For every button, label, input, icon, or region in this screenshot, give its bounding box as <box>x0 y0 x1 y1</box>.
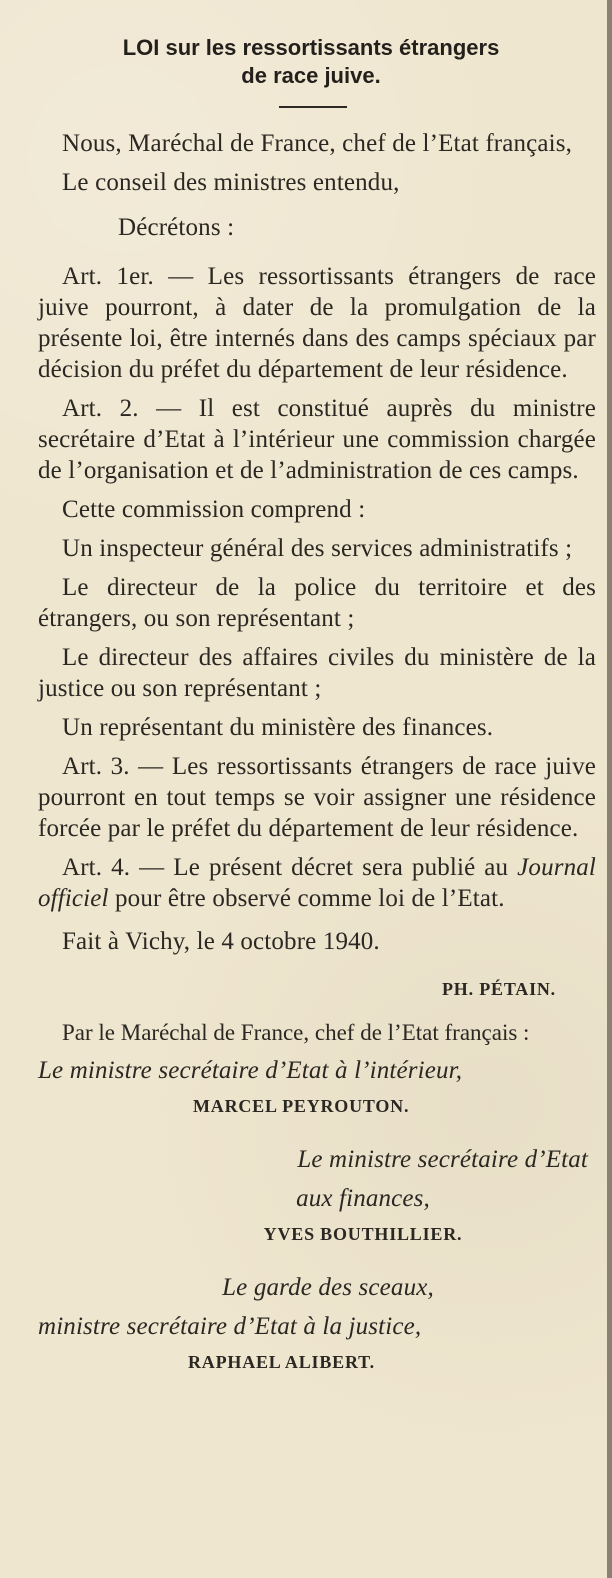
commission-member-3: Le directeur des affaires civiles du ministère de la justice ou son représentant ; <box>38 644 596 702</box>
interior-signature-block <box>38 1055 596 1118</box>
preamble-paragraph: Nous, Maréchal de France, chef de l’Etat français, <box>62 130 573 157</box>
date-line: Fait à Vichy, le 4 octobre 1940. <box>62 928 380 955</box>
interior-minister-title: Le ministre secrétaire d’Etat à l’intérieur, <box>38 1057 463 1084</box>
finance-minister-title-line-2: aux finances, <box>296 1185 430 1212</box>
decree-heading: Décrétons : <box>118 214 235 241</box>
by-marshal-line: Par le Maréchal de France, chef de l’Etat français : <box>62 1020 530 1045</box>
journal-officiel-italic: Journal officiel <box>38 854 596 912</box>
title-line-1: LOI sur les ressortissants étrangers <box>122 35 500 60</box>
finance-signature-block <box>38 1144 596 1246</box>
article-4-text-start: Art. 4. — Le présent décret sera publié au <box>62 854 518 881</box>
commission-member-4: Un représentant du ministère des finances. <box>62 714 494 741</box>
page-edge-shadow <box>607 0 612 1578</box>
commission-intro: Cette commission comprend : <box>62 496 366 523</box>
document-title <box>38 34 584 90</box>
justice-minister-title-line-1: Le garde des sceaux, <box>222 1274 434 1301</box>
interior-minister-name: MARCEL PEYROUTON. <box>193 1096 410 1116</box>
finance-minister-name: YVES BOUTHILLIER. <box>263 1224 463 1244</box>
article-4-text-end: pour être observé comme loi de l’Etat. <box>108 885 505 912</box>
article-4 <box>38 852 596 914</box>
justice-minister-name: RAPHAEL ALIBERT. <box>188 1352 375 1372</box>
finance-minister-title-line-1: Le ministre secrétaire d’Etat <box>297 1146 588 1173</box>
title-line-2: de race juive. <box>241 63 381 88</box>
article-1: Art. 1er. — Les ressortissants étrangers de race juive pourront, à dater de la promulgation de la présente loi, être internés dans des camps spéciaux par décision du préfet du département de leur résidence. <box>38 263 596 383</box>
petain-signature: PH. PÉTAIN. <box>442 979 556 999</box>
article-2: Art. 2. — Il est constitué auprès du ministre secrétaire d’Etat à l’intérieur une commission chargée de l’organisation et de l’administration de ces camps. <box>38 395 596 484</box>
justice-signature-block <box>38 1272 596 1374</box>
commission-member-2: Le directeur de la police du territoire et des étrangers, ou son représentant ; <box>38 574 596 632</box>
council-paragraph: Le conseil des ministres entendu, <box>62 169 400 196</box>
article-3: Art. 3. — Les ressortissants étrangers de race juive pourront en tout temps se voir assigner une résidence forcée par le préfet du département de leur résidence. <box>38 753 596 842</box>
justice-minister-title-line-2: ministre secrétaire d’Etat à la justice, <box>38 1313 422 1340</box>
title-underline <box>279 106 347 108</box>
commission-member-1: Un inspecteur général des services administratifs ; <box>62 535 573 562</box>
